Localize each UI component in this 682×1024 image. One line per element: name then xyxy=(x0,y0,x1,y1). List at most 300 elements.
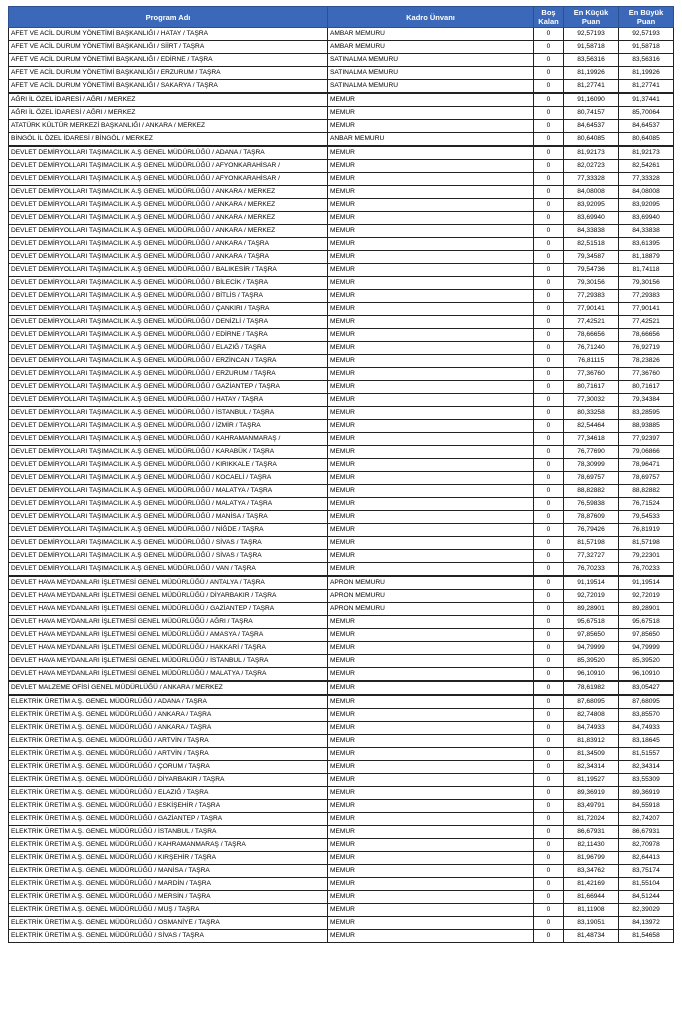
cell-vacant-count: 0 xyxy=(534,813,564,826)
cell-position-title: MEMUR xyxy=(328,722,534,735)
table-row[interactable] xyxy=(9,550,674,563)
cell-program-name: ELEKTRİK ÜRETİM A.Ş. GENEL MÜDÜRLÜĞÜ / OSMANİYE / TAŞRA xyxy=(9,917,328,930)
cell-program-name: DEVLET DEMİRYOLLARI TAŞIMACILIK A.Ş GENEL MÜDÜRLÜĞÜ / MALATYA / TAŞRA xyxy=(9,498,328,511)
cell-min-score: 89,36919 xyxy=(564,787,619,800)
table-row[interactable] xyxy=(9,878,674,891)
cell-max-score: 82,64413 xyxy=(619,852,674,865)
cell-program-name: ELEKTRİK ÜRETİM A.Ş. GENEL MÜDÜRLÜĞÜ / DİYARBAKIR / TAŞRA xyxy=(9,774,328,787)
table-row[interactable] xyxy=(9,722,674,735)
table-row[interactable] xyxy=(9,537,674,550)
table-row[interactable] xyxy=(9,563,674,577)
cell-position-title: MEMUR xyxy=(328,342,534,355)
table-row[interactable] xyxy=(9,93,674,107)
cell-program-name: AFET VE ACİL DURUM YÖNETİMİ BAŞKANLIĞI / HATAY / TAŞRA xyxy=(9,28,328,41)
cell-position-title: MEMUR xyxy=(328,199,534,212)
cell-max-score: 76,92719 xyxy=(619,342,674,355)
cell-position-title: MEMUR xyxy=(328,238,534,251)
placement-results-sheet xyxy=(8,6,673,943)
cell-program-name: DEVLET DEMİRYOLLARI TAŞIMACILIK A.Ş GENEL MÜDÜRLÜĞÜ / BİTLİS / TAŞRA xyxy=(9,290,328,303)
cell-program-name: ELEKTRİK ÜRETİM A.Ş. GENEL MÜDÜRLÜĞÜ / KAHRAMANMARAŞ / TAŞRA xyxy=(9,839,328,852)
cell-min-score: 77,34618 xyxy=(564,433,619,446)
cell-max-score: 82,39029 xyxy=(619,904,674,917)
cell-position-title: MEMUR xyxy=(328,277,534,290)
cell-program-name: DEVLET DEMİRYOLLARI TAŞIMACILIK A.Ş GENEL MÜDÜRLÜĞÜ / ANKARA / TAŞRA xyxy=(9,238,328,251)
cell-vacant-count: 0 xyxy=(534,459,564,472)
cell-vacant-count: 0 xyxy=(534,120,564,133)
cell-vacant-count: 0 xyxy=(534,524,564,537)
cell-vacant-count: 0 xyxy=(534,381,564,394)
cell-program-name: DEVLET DEMİRYOLLARI TAŞIMACILIK A.Ş GENEL MÜDÜRLÜĞÜ / ANKARA / MERKEZ xyxy=(9,199,328,212)
table-row[interactable] xyxy=(9,420,674,433)
cell-vacant-count: 0 xyxy=(534,472,564,485)
cell-min-score: 77,32727 xyxy=(564,550,619,563)
table-row[interactable] xyxy=(9,695,674,709)
cell-program-name: ELEKTRİK ÜRETİM A.Ş. GENEL MÜDÜRLÜĞÜ / ANKARA / TAŞRA xyxy=(9,722,328,735)
cell-vacant-count: 0 xyxy=(534,80,564,94)
cell-program-name: DEVLET DEMİRYOLLARI TAŞIMACILIK A.Ş GENEL MÜDÜRLÜĞÜ / MALATYA / TAŞRA xyxy=(9,485,328,498)
cell-program-name: DEVLET DEMİRYOLLARI TAŞIMACILIK A.Ş GENEL MÜDÜRLÜĞÜ / ANKARA / MERKEZ xyxy=(9,186,328,199)
cell-program-name: ELEKTRİK ÜRETİM A.Ş. GENEL MÜDÜRLÜĞÜ / KIRŞEHİR / TAŞRA xyxy=(9,852,328,865)
header-min-score[interactable]: En Küçük Puan xyxy=(564,7,619,28)
table-row[interactable] xyxy=(9,891,674,904)
table-row[interactable] xyxy=(9,930,674,943)
cell-position-title: MEMUR xyxy=(328,668,534,682)
cell-vacant-count: 0 xyxy=(534,93,564,107)
cell-vacant-count: 0 xyxy=(534,891,564,904)
cell-max-score: 79,06866 xyxy=(619,446,674,459)
cell-vacant-count: 0 xyxy=(534,590,564,603)
table-row[interactable] xyxy=(9,642,674,655)
table-row[interactable] xyxy=(9,264,674,277)
cell-program-name: DEVLET HAVA MEYDANLARI İŞLETMESİ GENEL MÜDÜRLÜĞÜ / DİYARBAKIR / TAŞRA xyxy=(9,590,328,603)
cell-vacant-count: 0 xyxy=(534,498,564,511)
cell-program-name: DEVLET DEMİRYOLLARI TAŞIMACILIK A.Ş GENEL MÜDÜRLÜĞÜ / ELAZIĞ / TAŞRA xyxy=(9,342,328,355)
cell-min-score: 77,90141 xyxy=(564,303,619,316)
cell-position-title: MEMUR xyxy=(328,120,534,133)
cell-vacant-count: 0 xyxy=(534,511,564,524)
cell-vacant-count: 0 xyxy=(534,537,564,550)
cell-min-score: 79,30156 xyxy=(564,277,619,290)
cell-vacant-count: 0 xyxy=(534,133,564,147)
cell-min-score: 81,83912 xyxy=(564,735,619,748)
cell-min-score: 91,19514 xyxy=(564,576,619,590)
cell-max-score: 83,56316 xyxy=(619,54,674,67)
cell-vacant-count: 0 xyxy=(534,563,564,577)
cell-min-score: 81,57198 xyxy=(564,537,619,550)
cell-max-score: 87,68095 xyxy=(619,695,674,709)
cell-position-title: MEMUR xyxy=(328,748,534,761)
table-row[interactable] xyxy=(9,735,674,748)
cell-max-score: 91,58718 xyxy=(619,41,674,54)
cell-max-score: 97,85650 xyxy=(619,629,674,642)
table-row[interactable] xyxy=(9,394,674,407)
cell-program-name: ATATÜRK KÜLTÜR MERKEZİ BAŞKANLIĞI / ANKARA / MERKEZ xyxy=(9,120,328,133)
cell-program-name: AĞRI İL ÖZEL İDARESİ / AĞRI / MERKEZ xyxy=(9,93,328,107)
table-row[interactable] xyxy=(9,41,674,54)
cell-program-name: AFET VE ACİL DURUM YÖNETİMİ BAŞKANLIĞI / SAKARYA / TAŞRA xyxy=(9,80,328,94)
cell-min-score: 82,54464 xyxy=(564,420,619,433)
cell-min-score: 80,33258 xyxy=(564,407,619,420)
table-row[interactable] xyxy=(9,748,674,761)
cell-program-name: DEVLET DEMİRYOLLARI TAŞIMACILIK A.Ş GENEL MÜDÜRLÜĞÜ / VAN / TAŞRA xyxy=(9,563,328,577)
cell-vacant-count: 0 xyxy=(534,603,564,616)
table-row[interactable] xyxy=(9,485,674,498)
cell-min-score: 92,57193 xyxy=(564,28,619,41)
table-row[interactable] xyxy=(9,238,674,251)
table-row[interactable] xyxy=(9,277,674,290)
table-row[interactable] xyxy=(9,524,674,537)
cell-program-name: ELEKTRİK ÜRETİM A.Ş. GENEL MÜDÜRLÜĞÜ / GAZİANTEP / TAŞRA xyxy=(9,813,328,826)
cell-program-name: DEVLET DEMİRYOLLARI TAŞIMACILIK A.Ş GENEL MÜDÜRLÜĞÜ / AFYONKARAHİSAR / xyxy=(9,160,328,173)
header-program-name[interactable]: Program Adı xyxy=(9,7,328,28)
table-row[interactable] xyxy=(9,199,674,212)
cell-position-title: MEMUR xyxy=(328,472,534,485)
table-row[interactable] xyxy=(9,774,674,787)
table-row[interactable] xyxy=(9,316,674,329)
cell-vacant-count: 0 xyxy=(534,394,564,407)
cell-max-score: 79,34384 xyxy=(619,394,674,407)
cell-min-score: 83,34762 xyxy=(564,865,619,878)
table-row[interactable] xyxy=(9,433,674,446)
table-row[interactable] xyxy=(9,407,674,420)
cell-max-score: 82,54261 xyxy=(619,160,674,173)
cell-max-score: 89,28901 xyxy=(619,603,674,616)
table-row[interactable] xyxy=(9,368,674,381)
cell-program-name: DEVLET HAVA MEYDANLARI İŞLETMESİ GENEL MÜDÜRLÜĞÜ / HAKKARİ / TAŞRA xyxy=(9,642,328,655)
cell-max-score: 79,30156 xyxy=(619,277,674,290)
cell-program-name: AFET VE ACİL DURUM YÖNETİMİ BAŞKANLIĞI / SİİRT / TAŞRA xyxy=(9,41,328,54)
table-row[interactable] xyxy=(9,173,674,186)
cell-min-score: 82,51518 xyxy=(564,238,619,251)
cell-min-score: 81,27741 xyxy=(564,80,619,94)
cell-min-score: 77,33328 xyxy=(564,173,619,186)
cell-position-title: MEMUR xyxy=(328,878,534,891)
cell-min-score: 84,33838 xyxy=(564,225,619,238)
table-row[interactable] xyxy=(9,303,674,316)
cell-vacant-count: 0 xyxy=(534,251,564,264)
table-row[interactable] xyxy=(9,251,674,264)
table-row[interactable] xyxy=(9,904,674,917)
cell-position-title: AMBAR MEMURU xyxy=(328,28,534,41)
cell-max-score: 83,69940 xyxy=(619,212,674,225)
cell-vacant-count: 0 xyxy=(534,787,564,800)
cell-position-title: MEMUR xyxy=(328,107,534,120)
cell-max-score: 81,54658 xyxy=(619,930,674,943)
cell-min-score: 81,66944 xyxy=(564,891,619,904)
cell-vacant-count: 0 xyxy=(534,41,564,54)
cell-vacant-count: 0 xyxy=(534,735,564,748)
cell-min-score: 79,34587 xyxy=(564,251,619,264)
table-row[interactable] xyxy=(9,603,674,616)
cell-vacant-count: 0 xyxy=(534,800,564,813)
cell-vacant-count: 0 xyxy=(534,852,564,865)
cell-position-title: MEMUR xyxy=(328,826,534,839)
cell-max-score: 76,70233 xyxy=(619,563,674,577)
table-row[interactable] xyxy=(9,459,674,472)
cell-position-title: SATINALMA MEMURU xyxy=(328,54,534,67)
cell-position-title: MEMUR xyxy=(328,173,534,186)
cell-vacant-count: 0 xyxy=(534,917,564,930)
cell-min-score: 89,28901 xyxy=(564,603,619,616)
cell-position-title: MEMUR xyxy=(328,709,534,722)
cell-max-score: 81,18879 xyxy=(619,251,674,264)
header-position-title[interactable]: Kadro Ünvanı xyxy=(328,7,534,28)
header-max-score[interactable]: En Büyük Puan xyxy=(619,7,674,28)
cell-vacant-count: 0 xyxy=(534,290,564,303)
cell-position-title: MEMUR xyxy=(328,394,534,407)
table-row[interactable] xyxy=(9,133,674,147)
table-row[interactable] xyxy=(9,381,674,394)
cell-max-score: 82,74207 xyxy=(619,813,674,826)
table-row[interactable] xyxy=(9,709,674,722)
cell-program-name: ELEKTRİK ÜRETİM A.Ş. GENEL MÜDÜRLÜĞÜ / ANKARA / TAŞRA xyxy=(9,709,328,722)
cell-position-title: MEMUR xyxy=(328,655,534,668)
cell-program-name: DEVLET HAVA MEYDANLARI İŞLETMESİ GENEL MÜDÜRLÜĞÜ / MALATYA / TAŞRA xyxy=(9,668,328,682)
cell-program-name: DEVLET HAVA MEYDANLARI İŞLETMESİ GENEL MÜDÜRLÜĞÜ / ANTALYA / TAŞRA xyxy=(9,576,328,590)
table-row[interactable] xyxy=(9,186,674,199)
table-row[interactable] xyxy=(9,67,674,80)
cell-position-title: MEMUR xyxy=(328,852,534,865)
cell-vacant-count: 0 xyxy=(534,878,564,891)
cell-program-name: DEVLET DEMİRYOLLARI TAŞIMACILIK A.Ş GENEL MÜDÜRLÜĞÜ / BİLECİK / TAŞRA xyxy=(9,277,328,290)
cell-max-score: 77,36760 xyxy=(619,368,674,381)
cell-program-name: DEVLET DEMİRYOLLARI TAŞIMACILIK A.Ş GENEL MÜDÜRLÜĞÜ / MANİSA / TAŞRA xyxy=(9,511,328,524)
cell-max-score: 83,75174 xyxy=(619,865,674,878)
cell-vacant-count: 0 xyxy=(534,186,564,199)
cell-program-name: DEVLET HAVA MEYDANLARI İŞLETMESİ GENEL MÜDÜRLÜĞÜ / GAZİANTEP / TAŞRA xyxy=(9,603,328,616)
cell-program-name: DEVLET HAVA MEYDANLARI İŞLETMESİ GENEL MÜDÜRLÜĞÜ / AĞRI / TAŞRA xyxy=(9,616,328,629)
cell-position-title: MEMUR xyxy=(328,355,534,368)
cell-position-title: MEMUR xyxy=(328,800,534,813)
cell-vacant-count: 0 xyxy=(534,722,564,735)
cell-program-name: DEVLET DEMİRYOLLARI TAŞIMACILIK A.Ş GENEL MÜDÜRLÜĞÜ / SİVAS / TAŞRA xyxy=(9,550,328,563)
cell-program-name: AFET VE ACİL DURUM YÖNETİMİ BAŞKANLIĞI / EDİRNE / TAŞRA xyxy=(9,54,328,67)
cell-position-title: MEMUR xyxy=(328,381,534,394)
cell-vacant-count: 0 xyxy=(534,865,564,878)
cell-position-title: MEMUR xyxy=(328,839,534,852)
cell-vacant-count: 0 xyxy=(534,446,564,459)
cell-max-score: 94,79999 xyxy=(619,642,674,655)
cell-program-name: DEVLET DEMİRYOLLARI TAŞIMACILIK A.Ş GENEL MÜDÜRLÜĞÜ / ANKARA / TAŞRA xyxy=(9,251,328,264)
table-row[interactable] xyxy=(9,498,674,511)
table-row[interactable] xyxy=(9,146,674,160)
cell-position-title: MEMUR xyxy=(328,290,534,303)
table-row[interactable] xyxy=(9,342,674,355)
cell-position-title: APRON MEMURU xyxy=(328,590,534,603)
table-row[interactable] xyxy=(9,813,674,826)
cell-vacant-count: 0 xyxy=(534,316,564,329)
cell-position-title: SATINALMA MEMURU xyxy=(328,67,534,80)
cell-min-score: 91,16090 xyxy=(564,93,619,107)
table-row[interactable] xyxy=(9,511,674,524)
cell-min-score: 79,54736 xyxy=(564,264,619,277)
cell-max-score: 84,13972 xyxy=(619,917,674,930)
table-row[interactable] xyxy=(9,472,674,485)
cell-min-score: 77,42521 xyxy=(564,316,619,329)
cell-position-title: MEMUR xyxy=(328,160,534,173)
table-row[interactable] xyxy=(9,107,674,120)
cell-max-score: 81,51557 xyxy=(619,748,674,761)
cell-position-title: MEMUR xyxy=(328,524,534,537)
cell-max-score: 96,10910 xyxy=(619,668,674,682)
cell-vacant-count: 0 xyxy=(534,681,564,695)
cell-position-title: MEMUR xyxy=(328,407,534,420)
cell-min-score: 88,82882 xyxy=(564,485,619,498)
table-row[interactable] xyxy=(9,355,674,368)
cell-max-score: 86,67931 xyxy=(619,826,674,839)
cell-max-score: 80,71617 xyxy=(619,381,674,394)
cell-max-score: 82,70978 xyxy=(619,839,674,852)
cell-vacant-count: 0 xyxy=(534,695,564,709)
cell-vacant-count: 0 xyxy=(534,576,564,590)
cell-vacant-count: 0 xyxy=(534,655,564,668)
cell-max-score: 79,22301 xyxy=(619,550,674,563)
cell-position-title: AMBAR MEMURU xyxy=(328,41,534,54)
cell-max-score: 77,92397 xyxy=(619,433,674,446)
cell-position-title: MEMUR xyxy=(328,550,534,563)
cell-min-score: 80,64085 xyxy=(564,133,619,147)
cell-min-score: 82,74808 xyxy=(564,709,619,722)
table-row[interactable] xyxy=(9,852,674,865)
cell-min-score: 78,69757 xyxy=(564,472,619,485)
cell-position-title: MEMUR xyxy=(328,511,534,524)
table-row[interactable] xyxy=(9,160,674,173)
cell-vacant-count: 0 xyxy=(534,238,564,251)
table-row[interactable] xyxy=(9,590,674,603)
cell-vacant-count: 0 xyxy=(534,342,564,355)
cell-position-title: MEMUR xyxy=(328,735,534,748)
cell-max-score: 91,19514 xyxy=(619,576,674,590)
cell-position-title: APRON MEMURU xyxy=(328,603,534,616)
table-row[interactable] xyxy=(9,28,674,41)
table-row[interactable] xyxy=(9,826,674,839)
table-row[interactable] xyxy=(9,787,674,800)
cell-vacant-count: 0 xyxy=(534,303,564,316)
table-row[interactable] xyxy=(9,655,674,668)
cell-min-score: 76,71240 xyxy=(564,342,619,355)
cell-position-title: MEMUR xyxy=(328,303,534,316)
cell-max-score: 81,19926 xyxy=(619,67,674,80)
cell-max-score: 84,33838 xyxy=(619,225,674,238)
cell-program-name: ELEKTRİK ÜRETİM A.Ş. GENEL MÜDÜRLÜĞÜ / ARTVİN / TAŞRA xyxy=(9,735,328,748)
cell-position-title: MEMUR xyxy=(328,485,534,498)
table-row[interactable] xyxy=(9,668,674,682)
table-row[interactable] xyxy=(9,629,674,642)
cell-position-title: MEMUR xyxy=(328,629,534,642)
cell-vacant-count: 0 xyxy=(534,160,564,173)
cell-min-score: 78,87609 xyxy=(564,511,619,524)
cell-vacant-count: 0 xyxy=(534,839,564,852)
cell-vacant-count: 0 xyxy=(534,28,564,41)
cell-max-score: 79,54533 xyxy=(619,511,674,524)
cell-max-score: 78,69757 xyxy=(619,472,674,485)
cell-program-name: DEVLET HAVA MEYDANLARI İŞLETMESİ GENEL MÜDÜRLÜĞÜ / İSTANBUL / TAŞRA xyxy=(9,655,328,668)
cell-position-title: MEMUR xyxy=(328,420,534,433)
cell-vacant-count: 0 xyxy=(534,642,564,655)
header-vacant-count[interactable]: Boş Kalan xyxy=(534,7,564,28)
cell-position-title: MEMUR xyxy=(328,251,534,264)
cell-position-title: MEMUR xyxy=(328,329,534,342)
table-row[interactable] xyxy=(9,576,674,590)
cell-max-score: 77,33328 xyxy=(619,173,674,186)
placement-results-table xyxy=(8,6,674,943)
table-row[interactable] xyxy=(9,80,674,94)
cell-position-title: MEMUR xyxy=(328,264,534,277)
cell-vacant-count: 0 xyxy=(534,225,564,238)
cell-min-score: 87,68095 xyxy=(564,695,619,709)
cell-max-score: 81,74118 xyxy=(619,264,674,277)
cell-max-score: 89,36919 xyxy=(619,787,674,800)
cell-position-title: MEMUR xyxy=(328,459,534,472)
cell-min-score: 92,72019 xyxy=(564,590,619,603)
cell-max-score: 92,72019 xyxy=(619,590,674,603)
cell-program-name: DEVLET DEMİRYOLLARI TAŞIMACILIK A.Ş GENEL MÜDÜRLÜĞÜ / GAZİANTEP / TAŞRA xyxy=(9,381,328,394)
cell-max-score: 85,39520 xyxy=(619,655,674,668)
cell-min-score: 77,36760 xyxy=(564,368,619,381)
cell-vacant-count: 0 xyxy=(534,368,564,381)
cell-program-name: AĞRI İL ÖZEL İDARESİ / AĞRI / MERKEZ xyxy=(9,107,328,120)
table-row[interactable] xyxy=(9,839,674,852)
cell-position-title: MEMUR xyxy=(328,186,534,199)
table-row[interactable] xyxy=(9,329,674,342)
cell-program-name: DEVLET DEMİRYOLLARI TAŞIMACILIK A.Ş GENEL MÜDÜRLÜĞÜ / EDİRNE / TAŞRA xyxy=(9,329,328,342)
table-row[interactable] xyxy=(9,917,674,930)
cell-max-score: 78,23826 xyxy=(619,355,674,368)
cell-program-name: ELEKTRİK ÜRETİM A.Ş. GENEL MÜDÜRLÜĞÜ / ARTVİN / TAŞRA xyxy=(9,748,328,761)
cell-program-name: DEVLET MALZEME OFİSİ GENEL MÜDÜRLÜĞÜ / ANKARA / MERKEZ xyxy=(9,681,328,695)
cell-min-score: 76,81115 xyxy=(564,355,619,368)
cell-min-score: 77,30032 xyxy=(564,394,619,407)
table-row[interactable] xyxy=(9,54,674,67)
cell-program-name: ELEKTRİK ÜRETİM A.Ş. GENEL MÜDÜRLÜĞÜ / SİVAS / TAŞRA xyxy=(9,930,328,943)
table-row[interactable] xyxy=(9,616,674,629)
table-row[interactable] xyxy=(9,120,674,133)
cell-position-title: MEMUR xyxy=(328,761,534,774)
cell-program-name: DEVLET DEMİRYOLLARI TAŞIMACILIK A.Ş GENEL MÜDÜRLÜĞÜ / ADANA / TAŞRA xyxy=(9,146,328,160)
cell-max-score: 84,64537 xyxy=(619,120,674,133)
cell-min-score: 83,49791 xyxy=(564,800,619,813)
table-row[interactable] xyxy=(9,681,674,695)
cell-position-title: MEMUR xyxy=(328,537,534,550)
cell-position-title: ANBAR MEMURU xyxy=(328,133,534,147)
cell-min-score: 80,74157 xyxy=(564,107,619,120)
cell-program-name: DEVLET DEMİRYOLLARI TAŞIMACILIK A.Ş GENEL MÜDÜRLÜĞÜ / KOCAELİ / TAŞRA xyxy=(9,472,328,485)
cell-max-score: 84,51244 xyxy=(619,891,674,904)
table-row[interactable] xyxy=(9,761,674,774)
cell-program-name: ELEKTRİK ÜRETİM A.Ş. GENEL MÜDÜRLÜĞÜ / MERSİN / TAŞRA xyxy=(9,891,328,904)
table-header-row xyxy=(9,7,674,28)
table-row[interactable] xyxy=(9,446,674,459)
cell-vacant-count: 0 xyxy=(534,709,564,722)
cell-position-title: MEMUR xyxy=(328,316,534,329)
cell-vacant-count: 0 xyxy=(534,355,564,368)
cell-program-name: DEVLET DEMİRYOLLARI TAŞIMACILIK A.Ş GENEL MÜDÜRLÜĞÜ / ANKARA / MERKEZ xyxy=(9,225,328,238)
cell-vacant-count: 0 xyxy=(534,485,564,498)
table-row[interactable] xyxy=(9,212,674,225)
table-row[interactable] xyxy=(9,800,674,813)
table-row[interactable] xyxy=(9,865,674,878)
table-row[interactable] xyxy=(9,290,674,303)
cell-vacant-count: 0 xyxy=(534,420,564,433)
cell-min-score: 82,02723 xyxy=(564,160,619,173)
cell-max-score: 78,66656 xyxy=(619,329,674,342)
cell-max-score: 84,55918 xyxy=(619,800,674,813)
cell-max-score: 83,85570 xyxy=(619,709,674,722)
cell-max-score: 81,92173 xyxy=(619,146,674,160)
cell-vacant-count: 0 xyxy=(534,629,564,642)
table-row[interactable] xyxy=(9,225,674,238)
cell-position-title: MEMUR xyxy=(328,446,534,459)
